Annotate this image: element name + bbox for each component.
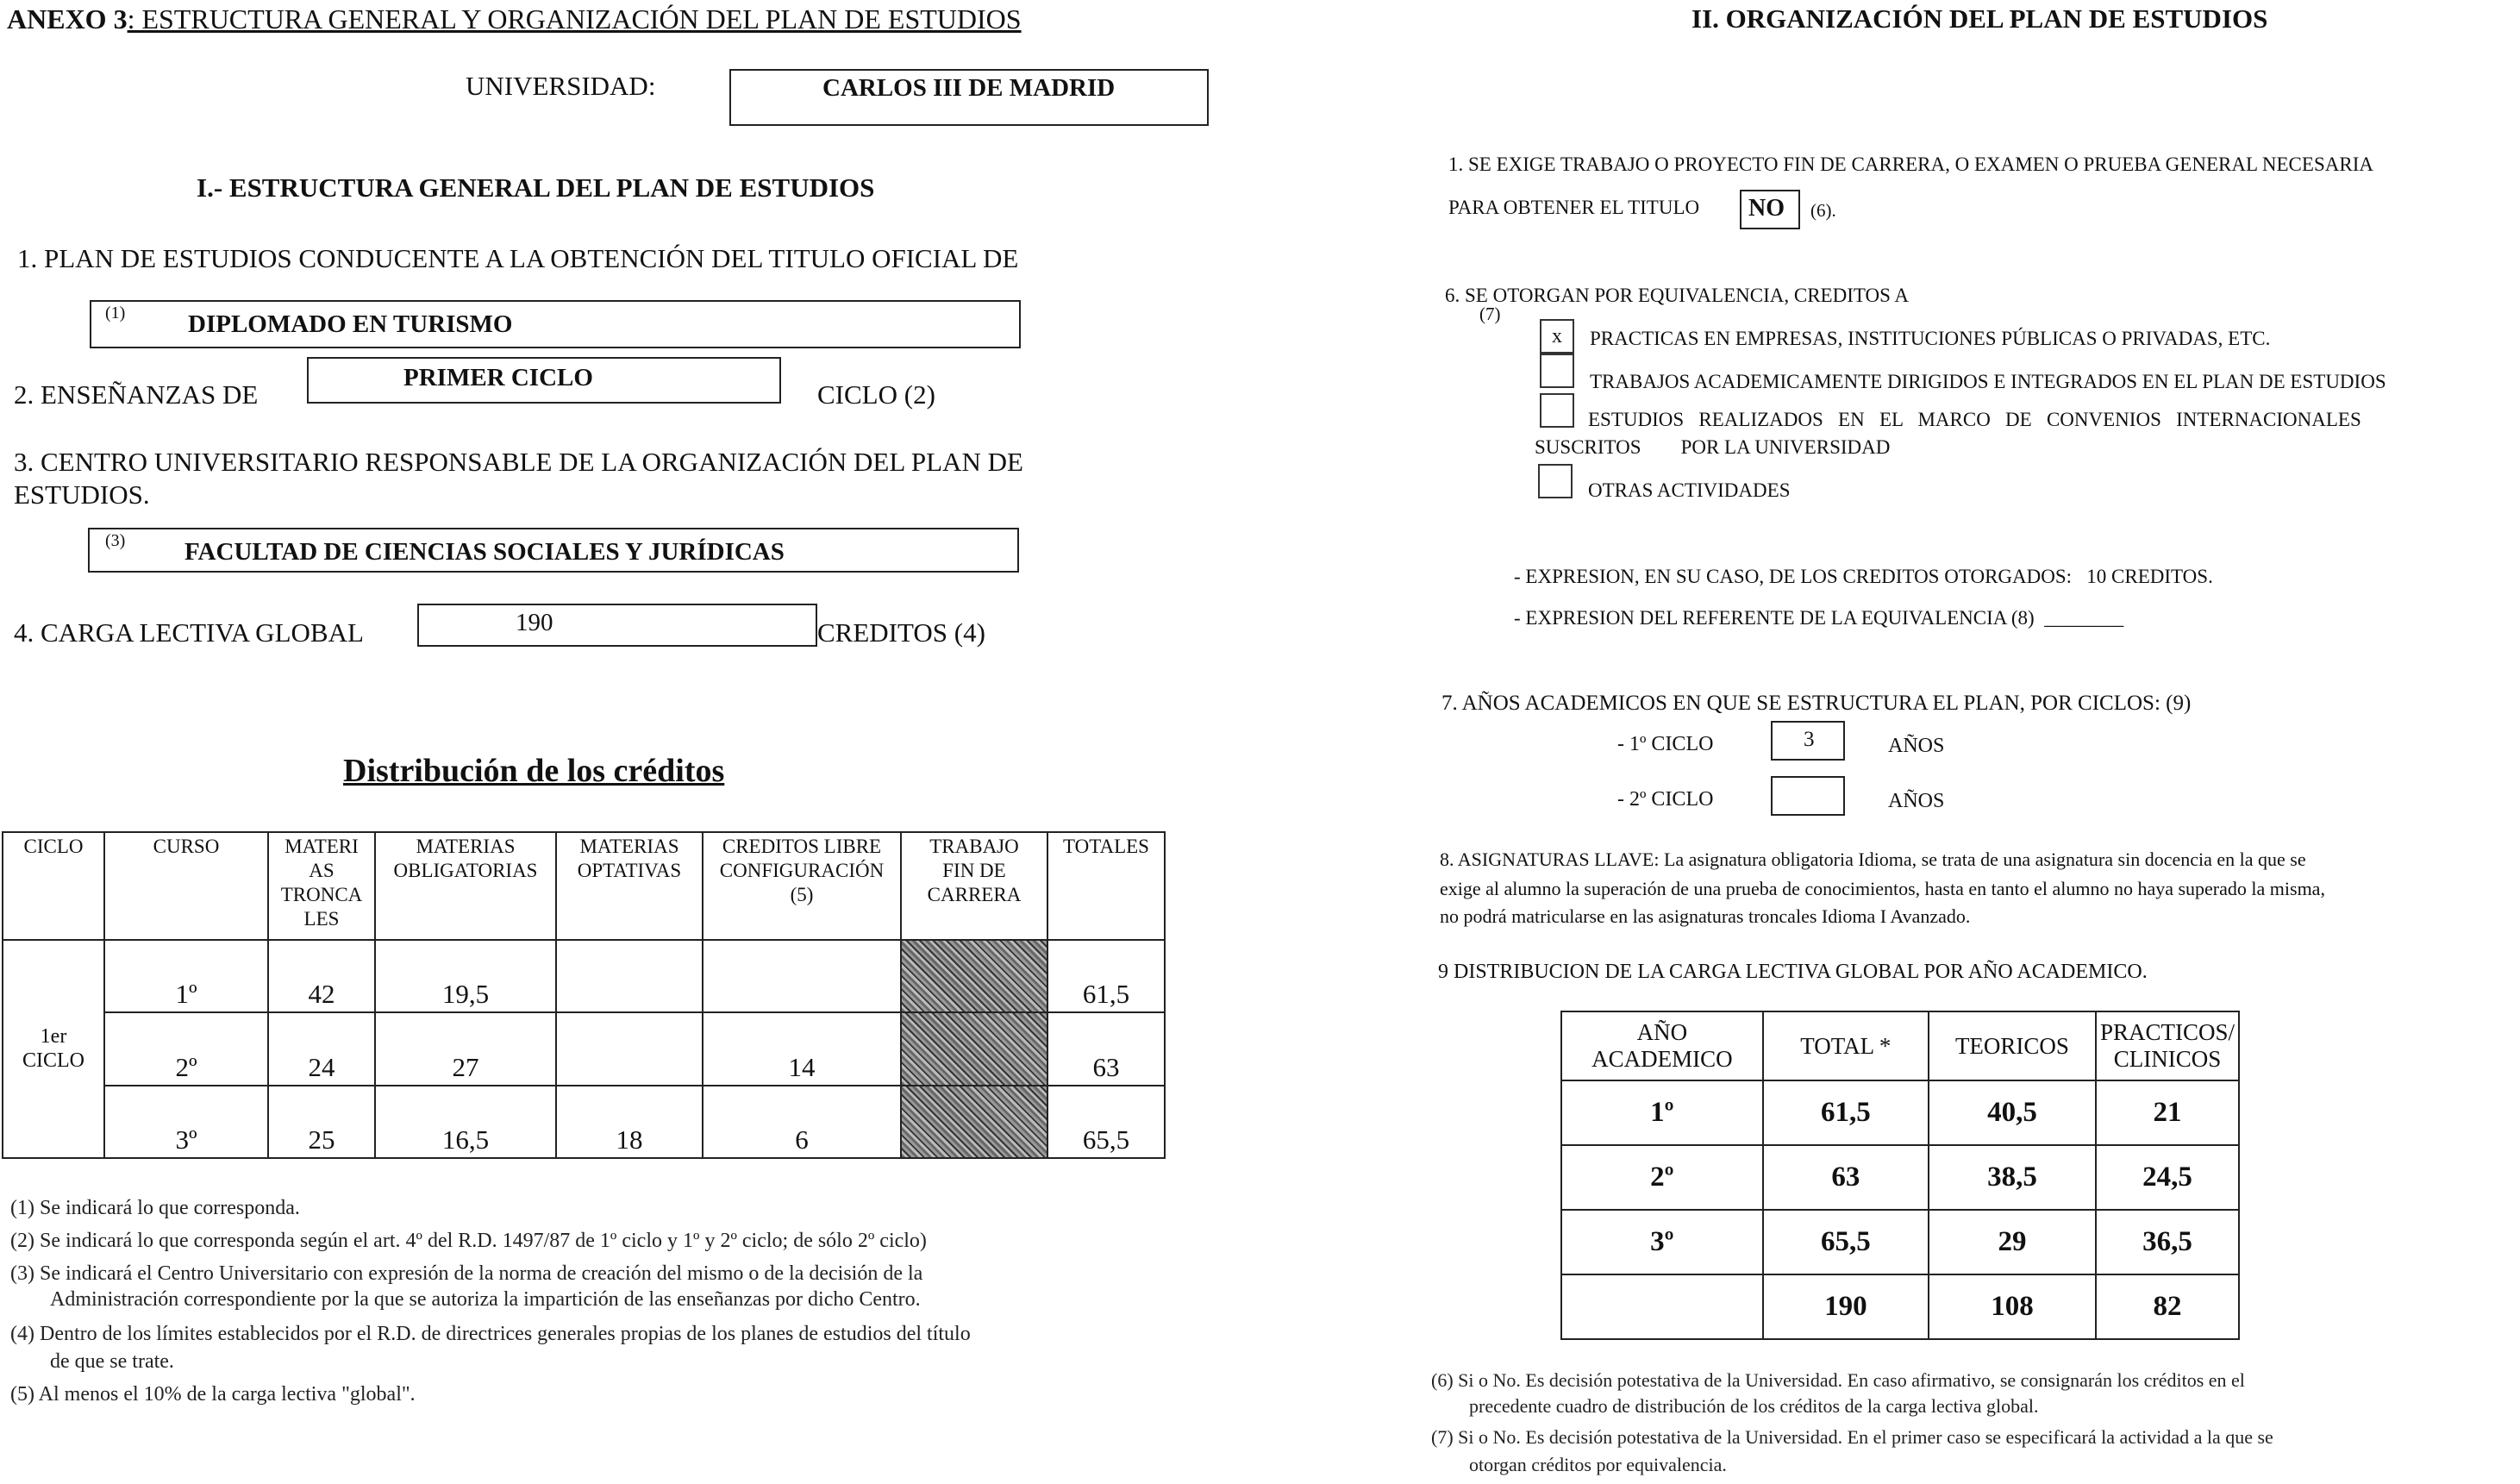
option-estudios-label-cont: SUSCRITOS POR LA UNIVERSIDAD bbox=[1535, 436, 1891, 458]
item6-note: (7) bbox=[1479, 304, 1501, 324]
header-trabajo: TRABAJO FIN DE CARRERA bbox=[901, 832, 1047, 940]
footnote-3: (3) Se indicará el Centro Universitario con expresión de la norma de creación del mismo o de la decisión de la bbox=[10, 1262, 923, 1285]
header-total: TOTAL * bbox=[1763, 1011, 1929, 1080]
cell-trabajo-hatched bbox=[901, 1012, 1047, 1085]
cycle2-years-field bbox=[1771, 776, 1845, 816]
cell-curso: 1º bbox=[104, 940, 268, 1012]
cell-troncales: 24 bbox=[268, 1012, 375, 1085]
header-teoricos: TEORICOS bbox=[1929, 1011, 2096, 1080]
academic-year-load-table bbox=[1560, 1011, 2240, 1340]
cell-obligatorias: 16,5 bbox=[375, 1086, 556, 1158]
table-header-row bbox=[3, 832, 1165, 940]
thesis-required-value: NO bbox=[1748, 195, 1785, 222]
expression-reference: - EXPRESION DEL REFERENTE DE LA EQUIVALENCIA (8) ________ bbox=[1514, 607, 2124, 629]
header-optativas: MATERIAS OPTATIVAS bbox=[556, 832, 703, 940]
cycle-field bbox=[307, 357, 781, 404]
title-value: DIPLOMADO EN TURISMO bbox=[188, 310, 513, 338]
cycle2-label: - 2º CICLO bbox=[1617, 788, 1714, 811]
table-row bbox=[1561, 1080, 2239, 1145]
item1-text: 1. PLAN DE ESTUDIOS CONDUCENTE A LA OBTENCIÓN DEL TITULO OFICIAL DE bbox=[17, 243, 1019, 273]
cell-ano: 2º bbox=[1561, 1145, 1763, 1210]
annex-prefix: ANEXO 3 bbox=[7, 3, 128, 34]
item4-label: 4. CARGA LECTIVA GLOBAL bbox=[14, 617, 364, 648]
footnote-4-cont: de que se trate. bbox=[50, 1350, 174, 1373]
table-row bbox=[1561, 1210, 2239, 1274]
header-practicos: PRACTICOS/ CLINICOS bbox=[2096, 1011, 2239, 1080]
cell-practicos: 82 bbox=[2096, 1274, 2239, 1339]
footnote-6: (6) Si o No. Es decisión potestativa de la Universidad. En caso afirmativo, se consignarán los créditos en el bbox=[1431, 1369, 2245, 1391]
cell-obligatorias: 19,5 bbox=[375, 940, 556, 1012]
section-title-structure: I.- ESTRUCTURA GENERAL DEL PLAN DE ESTUDIOS bbox=[197, 172, 875, 203]
title-field bbox=[90, 300, 1021, 348]
item6-text: 6. SE OTORGAN POR EQUIVALENCIA, CREDITOS A bbox=[1445, 285, 1909, 306]
footnote-6-cont: precedente cuadro de distribución de los créditos de la carga lectiva global. bbox=[1469, 1395, 2039, 1417]
option-otras-checkbox[interactable] bbox=[1538, 464, 1573, 498]
load-field bbox=[417, 604, 817, 647]
table-total-row bbox=[1561, 1274, 2239, 1339]
option-trabajos-checkbox[interactable] bbox=[1540, 354, 1574, 388]
cell-obligatorias: 27 bbox=[375, 1012, 556, 1085]
cell-ano: 1º bbox=[1561, 1080, 1763, 1145]
item7-text: 7. AÑOS ACADEMICOS EN QUE SE ESTRUCTURA EL PLAN, POR CICLOS: (9) bbox=[1441, 692, 2192, 715]
cell-libre: 6 bbox=[703, 1086, 901, 1158]
table-header-row bbox=[1561, 1011, 2239, 1080]
distribution-title: Distribución de los créditos bbox=[343, 753, 725, 789]
footnote-2: (2) Se indicará lo que corresponda según el art. 4º del R.D. 1497/87 de 1º ciclo y 1º y 2º ciclo; de sólo 2º ciclo) bbox=[10, 1230, 927, 1252]
item1-line2: PARA OBTENER EL TITULO bbox=[1448, 197, 1700, 218]
cell-troncales: 42 bbox=[268, 940, 375, 1012]
cell-curso: 2º bbox=[104, 1012, 268, 1085]
cell-totales: 63 bbox=[1047, 1012, 1165, 1085]
table-row bbox=[1561, 1145, 2239, 1210]
university-value: CARLOS III DE MADRID bbox=[822, 74, 1116, 102]
title-note: (1) bbox=[105, 304, 126, 322]
cycle-value: PRIMER CICLO bbox=[403, 364, 593, 391]
table-row bbox=[3, 940, 1165, 1012]
cell-ano: 3º bbox=[1561, 1210, 1763, 1274]
item4-suffix: CREDITOS (4) bbox=[817, 617, 985, 648]
item8-line3: no podrá matricularse en las asignaturas troncales Idioma I Avanzado. bbox=[1440, 905, 1971, 927]
cell-trabajo-hatched bbox=[901, 1086, 1047, 1158]
item1-line1: 1. SE EXIGE TRABAJO O PROYECTO FIN DE CARRERA, O EXAMEN O PRUEBA GENERAL NECESARIA bbox=[1448, 153, 2373, 175]
cell-troncales: 25 bbox=[268, 1086, 375, 1158]
cell-trabajo-hatched bbox=[901, 940, 1047, 1012]
cell-total: 61,5 bbox=[1763, 1080, 1929, 1145]
header-libre: CREDITOS LIBRE CONFIGURACIÓN (5) bbox=[703, 832, 901, 940]
cell-curso: 3º bbox=[104, 1086, 268, 1158]
option-practicas-checkbox[interactable]: x bbox=[1540, 319, 1574, 354]
cell-teoricos: 29 bbox=[1929, 1210, 2096, 1274]
header-ciclo: CICLO bbox=[3, 832, 104, 940]
table-row bbox=[3, 1012, 1165, 1085]
cell-optativas bbox=[556, 1012, 703, 1085]
option-estudios-label: ESTUDIOS REALIZADOS EN EL MARCO DE CONVENIOS INTERNACIONALES bbox=[1588, 409, 2361, 430]
cell-practicos: 24,5 bbox=[2096, 1145, 2239, 1210]
cell-optativas bbox=[556, 940, 703, 1012]
expression-credits: - EXPRESION, EN SU CASO, DE LOS CREDITOS OTORGADOS: 10 CREDITOS. bbox=[1514, 566, 2213, 587]
cell-libre bbox=[703, 940, 901, 1012]
footnote-1: (1) Se indicará lo que corresponda. bbox=[10, 1197, 300, 1219]
header-curso: CURSO bbox=[104, 832, 268, 940]
header-totales: TOTALES bbox=[1047, 832, 1165, 940]
footnote-7: (7) Si o No. Es decisión potestativa de la Universidad. En el primer caso se especificará la actividad a la que se bbox=[1431, 1426, 2273, 1448]
thesis-required-field bbox=[1740, 190, 1800, 229]
header-obligatorias: MATERIAS OBLIGATORIAS bbox=[375, 832, 556, 940]
item9-text: 9 DISTRIBUCION DE LA CARGA LECTIVA GLOBAL POR AÑO ACADEMICO. bbox=[1438, 961, 2148, 983]
cell-practicos: 21 bbox=[2096, 1080, 2239, 1145]
option-estudios-checkbox[interactable] bbox=[1540, 393, 1574, 428]
cell-totales: 61,5 bbox=[1047, 940, 1165, 1012]
cell-total: 65,5 bbox=[1763, 1210, 1929, 1274]
item3-line2: ESTUDIOS. bbox=[14, 479, 150, 510]
item1-note: (6). bbox=[1810, 200, 1836, 221]
cell-libre: 14 bbox=[703, 1012, 901, 1085]
header-ano: AÑO ACADEMICO bbox=[1561, 1011, 1763, 1080]
cell-totales: 65,5 bbox=[1047, 1086, 1165, 1158]
annex-title: : ESTRUCTURA GENERAL Y ORGANIZACIÓN DEL PLAN DE ESTUDIOS bbox=[127, 3, 1022, 34]
item8-line2: exige al alumno la superación de una prueba de conocimientos, hasta en tanto el alumno no haya superado la misma, bbox=[1440, 878, 2325, 899]
university-label: UNIVERSIDAD: bbox=[466, 71, 656, 101]
cycle1-years-value: 3 bbox=[1804, 728, 1815, 751]
option-trabajos-label: TRABAJOS ACADEMICAMENTE DIRIGIDOS E INTEGRADOS EN EL PLAN DE ESTUDIOS bbox=[1590, 371, 2386, 392]
footnote-3-cont: Administración correspondiente por la que se autoriza la impartición de las enseñanzas por dicho Centro. bbox=[50, 1288, 921, 1311]
load-value: 190 bbox=[516, 609, 553, 636]
cell-practicos: 36,5 bbox=[2096, 1210, 2239, 1274]
center-note: (3) bbox=[105, 531, 126, 550]
cell-teoricos: 108 bbox=[1929, 1274, 2096, 1339]
cycle1-suffix: AÑOS bbox=[1888, 735, 1945, 757]
item8-line1: 8. ASIGNATURAS LLAVE: La asignatura obligatoria Idioma, se trata de una asignatura sin docencia en la que se bbox=[1440, 848, 2306, 870]
center-field bbox=[88, 528, 1019, 573]
cell-total: 63 bbox=[1763, 1145, 1929, 1210]
cycle2-suffix: AÑOS bbox=[1888, 790, 1945, 812]
footnote-4: (4) Dentro de los límites establecidos por el R.D. de directrices generales propias de los planes de estudios del título bbox=[10, 1323, 971, 1345]
footnote-5: (5) Al menos el 10% de la carga lectiva "global". bbox=[10, 1383, 416, 1406]
item2-label: 2. ENSEÑANZAS DE bbox=[14, 379, 259, 410]
section-title-organization: II. ORGANIZACIÓN DEL PLAN DE ESTUDIOS bbox=[1691, 3, 2268, 34]
cell-optativas: 18 bbox=[556, 1086, 703, 1158]
item3-line1: 3. CENTRO UNIVERSITARIO RESPONSABLE DE LA ORGANIZACIÓN DEL PLAN DE bbox=[14, 447, 1023, 477]
cell-teoricos: 38,5 bbox=[1929, 1145, 2096, 1210]
table-row bbox=[3, 1086, 1165, 1158]
cell-teoricos: 40,5 bbox=[1929, 1080, 2096, 1145]
university-field bbox=[729, 69, 1209, 126]
option-practicas-label: PRACTICAS EN EMPRESAS, INSTITUCIONES PÚBLICAS O PRIVADAS, ETC. bbox=[1590, 328, 2271, 349]
cell-total: 190 bbox=[1763, 1274, 1929, 1339]
footnote-7-cont: otorgan créditos por equivalencia. bbox=[1469, 1454, 1727, 1475]
annex-heading bbox=[7, 3, 1022, 35]
item2-suffix: CICLO (2) bbox=[817, 379, 935, 410]
option-otras-label: OTRAS ACTIVIDADES bbox=[1588, 479, 1791, 501]
cycle1-label: - 1º CICLO bbox=[1617, 733, 1714, 755]
header-troncales: MATERI AS TRONCA LES bbox=[268, 832, 375, 940]
credits-distribution-table bbox=[2, 831, 1166, 1159]
center-value: FACULTAD DE CIENCIAS SOCIALES Y JURÍDICAS bbox=[184, 538, 785, 566]
cycle1-years-field bbox=[1771, 721, 1845, 761]
cell-ano bbox=[1561, 1274, 1763, 1339]
ciclo-cell: 1er CICLO bbox=[3, 940, 104, 1158]
